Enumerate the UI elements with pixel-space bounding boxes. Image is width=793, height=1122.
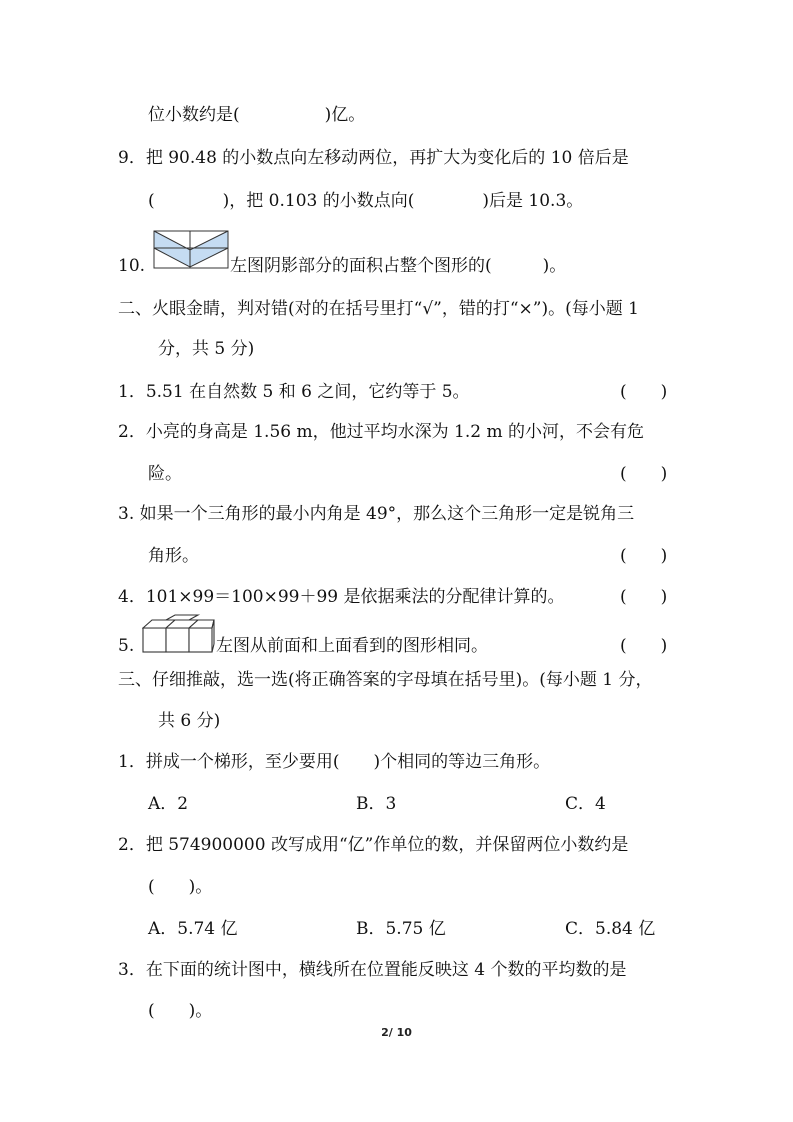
s3-q3-stem-line2: ( )。 xyxy=(148,1001,213,1021)
cube-front-1 xyxy=(143,628,166,652)
s3-q2-stem-line1: 2．把 574900000 改写成用“亿”作单位的数，并保留两位小数约是 xyxy=(118,835,629,855)
s2-item2-line1: 2．小亮的身高是 1.56 m，他过平均水深为 1.2 m 的小河，不会有危 xyxy=(118,422,644,442)
s2-item4-answer-paren[interactable]: ( ) xyxy=(620,587,668,607)
s3-q2-option-b[interactable]: B．5.75 亿 xyxy=(356,919,446,939)
section3-header-line1: 三、仔细推敲，选一选(将正确答案的字母填在括号里)。(每小题 1 分， xyxy=(118,670,653,690)
q8-continuation: 位小数约是( )亿。 xyxy=(148,105,366,125)
s3-q1-option-a[interactable]: A．2 xyxy=(148,794,189,814)
s2-item1-text: 1．5.51 在自然数 5 和 6 之间，它约等于 5。 xyxy=(118,382,470,402)
s2-item2-answer-paren[interactable]: ( ) xyxy=(620,464,668,484)
s2-item5-cubes-figure xyxy=(142,614,216,654)
s3-q2-option-a[interactable]: A．5.74 亿 xyxy=(148,919,238,939)
q10-number: 10. xyxy=(118,256,146,276)
s2-item5-text: 左图从前面和上面看到的图形相同。 xyxy=(216,636,488,656)
cube-front-2 xyxy=(166,628,189,652)
s3-q1-stem: 1．拼成一个梯形，至少要用( )个相同的等边三角形。 xyxy=(118,752,551,772)
cube-back-top xyxy=(166,615,198,620)
cube-front-3 xyxy=(189,628,212,652)
section2-header-line2: 分，共 5 分) xyxy=(158,339,255,359)
section2-header-line1: 二、火眼金睛，判对错(对的在括号里打“√”，错的打“×”)。(每小题 1 xyxy=(118,299,639,319)
s2-item3-answer-paren[interactable]: ( ) xyxy=(620,546,668,566)
s2-item3-line2: 角形。 xyxy=(148,546,199,566)
s3-q2-option-c[interactable]: C．5.84 亿 xyxy=(565,919,656,939)
s2-item3-line1: 3. 如果一个三角形的最小内角是 49°，那么这个三角形一定是锐角三 xyxy=(118,504,635,524)
s2-item4-text: 4．101×99＝100×99＋99 是依据乘法的分配律计算的。 xyxy=(118,587,565,607)
s2-item1-answer-paren[interactable]: ( ) xyxy=(620,382,668,402)
s3-q3-stem-line1: 3．在下面的统计图中，横线所在位置能反映这 4 个数的平均数的是 xyxy=(118,960,627,980)
s2-item2-line2: 险。 xyxy=(148,464,182,484)
q10-shaded-figure xyxy=(153,230,229,270)
section3-header-line2: 共 6 分) xyxy=(158,711,221,731)
q10-text: 左图阴影部分的面积占整个图形的( )。 xyxy=(230,256,567,276)
q9-line1: 9．把 90.48 的小数点向左移动两位，再扩大为变化后的 10 倍后是 xyxy=(118,148,629,168)
s2-item5-answer-paren[interactable]: ( ) xyxy=(620,636,668,656)
s3-q1-option-b[interactable]: B．3 xyxy=(356,794,397,814)
s2-item5-number: 5. xyxy=(118,636,135,656)
page-number: 2/ 10 xyxy=(381,1026,412,1039)
s3-q1-option-c[interactable]: C．4 xyxy=(565,794,606,814)
q9-line2: ( )，把 0.103 的小数点向( )后是 10.3。 xyxy=(148,191,584,211)
s3-q2-stem-line2: ( )。 xyxy=(148,877,213,897)
